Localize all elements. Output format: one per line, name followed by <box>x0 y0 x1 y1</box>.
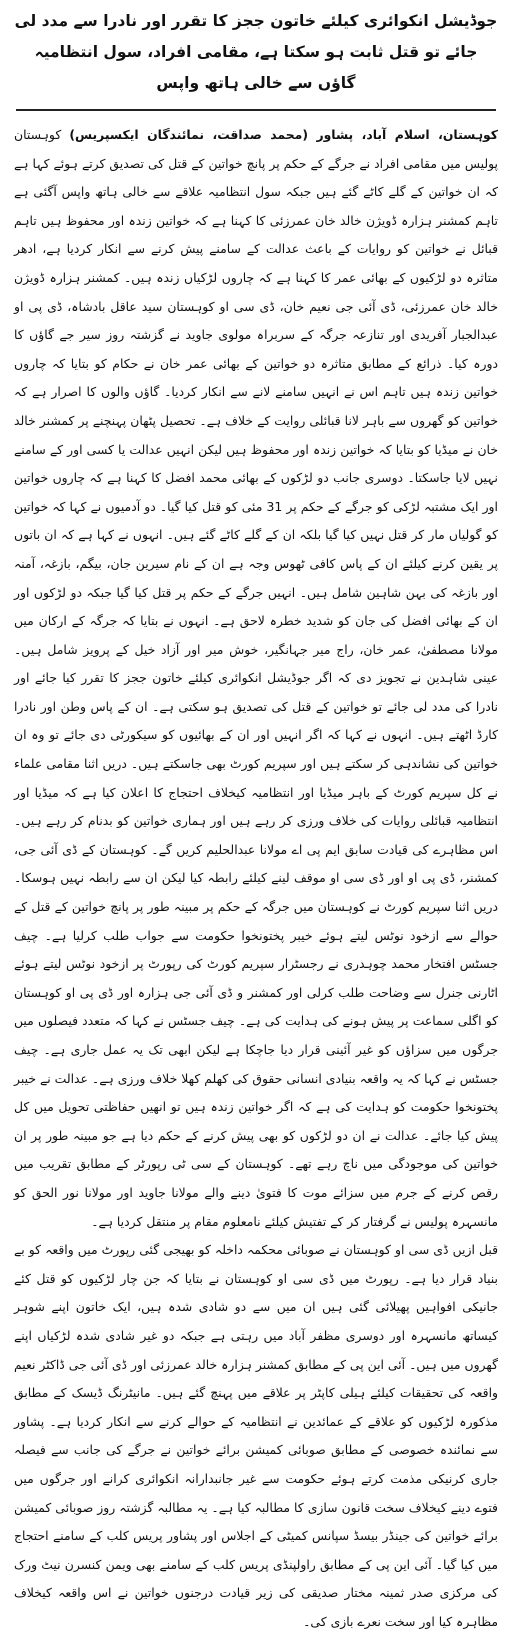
article-byline: کوہستان، اسلام آباد، پشاور (محمد صداقت، نمائندگان ایکسپریس) <box>69 127 498 142</box>
article-paragraph-1 <box>14 121 498 1236</box>
article-paragraph-2: قبل ازیں ڈی سی او کوہستان نے صوبائی محکمہ داخلہ کو بھیجی گئی رپورٹ میں واقعہ کو بے بنیاد قرار دیا ہے۔ رپورٹ میں ڈی سی او کوہستان نے بتایا کہ جن چار لڑکیوں کو قتل کئے جانیکی افواہیں پھیلائی گئی ہیں ان میں سے دو شادی شدہ ہیں، ایک خاتون اپنے شوہر کیساتھ مانسہرہ اور دوسری مظفر آباد میں رہتی ہے جبکہ دو غیر شادی شدہ لڑکیاں اپنے گھروں میں ہیں۔ آئی این پی کے مطابق کمشنر ہزارہ خالد عمرزئی اور ڈی آئی جی ڈاکٹر نعیم واقعہ کی تحقیقات کیلئے ہیلی کاپٹر پر علاقے میں پہنچ گئے ہیں۔ مانیٹرنگ ڈیسک کے مطابق مذکورہ لڑکیوں کو علاقے کے عمائدین نے انتظامیہ کے حوالے کرنے سے انکار کردیا ہے۔ پشاور سے نمائندہ خصوصی کے مطابق صوبائی کمیشن برائے خواتین نے جرگے کی جانب سے فیصلہ جاری کرنیکی مذمت کرتے ہوئے حکومت سے غیر جانبدارانہ انکوائری کرانے اور جرگوں میں فتوے دینے کیخلاف سخت قانون سازی کا مطالبہ کیا ہے۔ یہ مطالبہ گزشتہ روز صوبائی کمیشن برائے خواتین کی جینڈر بیسڈ سپانس کمیٹی کے اجلاس اور پشاور پریس کلب کے سامنے احتجاج میں کیا گیا۔ آئی این پی کے مطابق راولپنڈی پریس کلب کے سامنے بھی ویمن کنسرن نیٹ ورک کی مرکزی صدر ثمینہ مختار صدیقی کی زیر قیادت درجنوں خواتین نے اس واقعہ کیخلاف مظاہرہ کیا اور سخت نعرے بازی کی۔ <box>14 1242 498 1629</box>
article-paragraph-1-text: کوہستان پولیس میں مقامی افراد نے جرگے کے حکم پر پانچ خواتین کے قتل کی تصدیق کرتے ہوئے کہا ہے کہ ان خواتین کے گلے کاٹے گئے ہیں جبکہ سول انتظامیہ علاقے سے خالی ہاتھ واپس آگئی ہے تاہم کمشنر ہزارہ ڈویژن خالد خان عمرزئی کا کہنا ہے کہ خواتین زندہ اور محفوظ ہیں تاہم قبائل نے خواتین کو روایات کے باعث عدالت کے سامنے پیش کرنے سے انکار کردیا ہے، ادھر متاثرہ دو لڑکیوں کے بھائی عمر کا کہنا ہے کہ چاروں لڑکیاں زندہ ہیں۔ کمشنر ہزارہ ڈویژن خالد خان عمرزئی، ڈی آئی جی نعیم خان، ڈی سی او کوہستان سید عاقل بادشاہ، ڈی پی او عبدالجبار آفریدی اور تنازعہ جرگہ کے سربراہ مولوی جاوید نے گزشتہ روز سیر جے گاؤں کا دورہ کیا۔ ذرائع کے مطابق متاثرہ دو خواتین کے بھائی عمر خان نے حکام کو بتایا کہ چاروں خواتین زندہ ہیں تاہم اس نے انہیں سامنے لانے سے انکار کردیا۔ گاؤں والوں کا اصرار ہے کہ خواتین کو گھروں سے باہر لانا قبائلی روایت کے خلاف ہے۔ تحصیل پٹھان پہنچنے پر کمشنر خالد خان نے میڈیا کو بتایا کہ خواتین زندہ اور محفوظ ہیں لیکن انہیں عدالت یا کسی اور کے سامنے نہیں لایا جاسکتا۔ دوسری جانب دو لڑکوں کے بھائی محمد افضل کا کہنا ہے کہ چاروں خواتین اور ایک مشتبہ لڑکی کو جرگے کے حکم پر 31 مئی کو قتل کیا گیا۔ دو آدمیوں نے کہا کہ خواتین کو گولیاں مار کر قتل نہیں کیا گیا بلکہ ان کے گلے کاٹے گئے ہیں۔ انہوں نے کہا ہے کہ ان باتوں پر یقین کرنے کیلئے ان کے پاس کافی ٹھوس وجہ ہے ان کے نام سیرین جان، بیگم، بازغہ، آمنہ اور بازغہ کی بہن شاہین شامل ہیں۔ انہیں جرگے کے حکم پر قتل کیا گیا جبکہ دو لڑکوں اور ان کے بھائی افضل کی جان کو شدید خطرہ لاحق ہے۔ انہوں نے بتایا کہ جرگہ کے ارکان میں مولانا مصطفیٰ، عمر خان، راج میر جہانگیر، خوش میر اور آزاد خیل کے پرویز شامل ہیں۔ عینی شاہدین نے تجویز دی کہ اگر جوڈیشل انکوائری کیلئے خاتون ججز کا تقرر کیا جائے اور نادرا کی مدد لی جائے تو خواتین کے قتل کی تصدیق ہو سکتی ہے۔ ان کے پاس وطن اور نادرا کارڈ اٹھتے ہیں۔ انہوں نے کہا کہ اگر انہیں اور ان کے بھائیوں کو سیکورٹی دی جائے تو وہ ان خواتین کی نشاندہی کر سکتے ہیں اور سپریم کورٹ بھی جاسکتے ہیں۔ دریں اثنا مقامی علماء نے کل سپریم کورٹ کے باہر میڈیا اور انتظامیہ کیخلاف احتجاج کا اعلان کیا ہے کہ میڈیا اور انتظامیہ قبائلی روایات کی خلاف ورزی کر رہے ہیں اور ہماری خواتین کو بدنام کر رہے ہیں۔ اس مظاہرے کی قیادت سابق ایم پی اے مولانا عبدالحلیم کریں گے۔ کوہستان کے ڈی آئی جی، کمشنر، ڈی پی او اور ڈی سی او موقف لینے کیلئے رابطہ کیا لیکن ان سے رابطہ نہیں ہوسکا۔ دریں اثنا سپریم کورٹ نے کوہستان میں جرگہ کے حکم پر مبینہ طور پر پانچ خواتین کے قتل کے حوالے سے ازخود نوٹس لیتے ہوئے خیبر پختونخوا حکومت سے جواب طلب کرلیا ہے۔ چیف جسٹس افتخار محمد چوہدری نے رجسٹرار سپریم کورٹ کی رپورٹ پر ازخود نوٹس لیتے ہوئے اٹارنی جنرل سے وضاحت طلب کرلی اور کمشنر و ڈی آئی جی ہزارہ اور ڈی پی او کوہستان کو اگلی سماعت پر پیش ہونے کی ہدایت کی ہے۔ چیف جسٹس نے کہا کہ متعدد فیصلوں میں جرگوں میں سزاؤں کو غیر آئینی قرار دیا جاچکا ہے لیکن ابھی تک یہ عمل جاری ہے۔ چیف جسٹس نے کہا کہ یہ واقعہ بنیادی انسانی حقوق کی کھلم کھلا خلاف ورزی ہے۔ عدالت نے خیبر پختونخوا حکومت کو ہدایت کی ہے کہ اگر خواتین زندہ ہیں تو انھیں حفاظتی تحویل میں کل پیش کیا جائے۔ عدالت نے ان دو لڑکوں کو بھی پیش کرنے کے حکم دیا ہے جو مبینہ طور پر ان خواتین کی موجودگی میں ناچ رہے تھے۔ کوہستان کے سی ٹی رپورٹر کے مطابق تقریب میں رقص کرنے کے جرم میں سزائے موت کا فتویٰ دینے والے مولانا جاوید اور مولانا نور الحق کو مانسہرہ پولیس نے گرفتار کر کے تفتیش کیلئے نامعلوم مقام پر منتقل کردیا ہے۔ <box>14 127 498 1229</box>
headline-divider <box>16 109 496 111</box>
article-headline: جوڈیشل انکوائری کیلئے خاتون ججز کا تقرر اور نادرا سے مدد لی جائے تو قتل ثابت ہو سکتا ہے، مقامی افراد، سول انتظامیہ گاؤں سے خالی ہاتھ واپس <box>14 12 498 92</box>
article-body <box>10 121 502 1636</box>
